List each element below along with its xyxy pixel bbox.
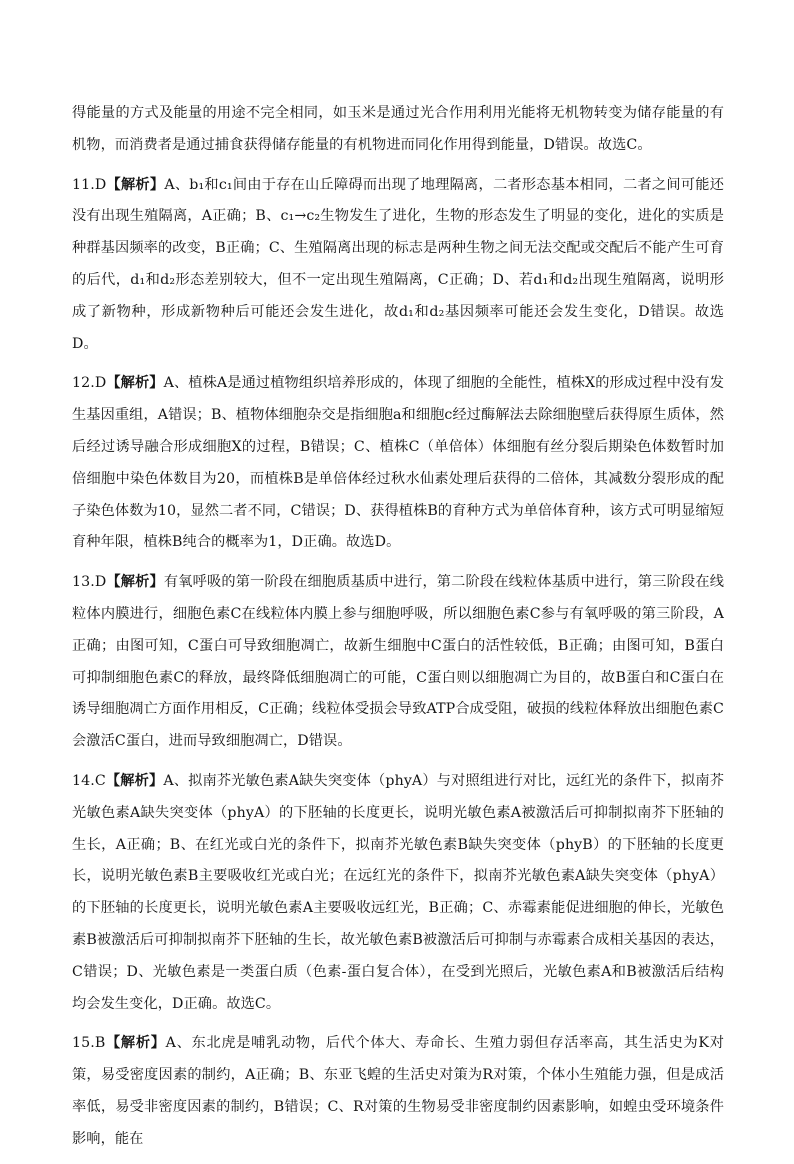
answer-number: 13.D [72,574,107,591]
answer-number: 12.D [72,375,107,392]
analysis-tag: 【解析】 [106,375,164,392]
analysis-tag: 【解析】 [105,772,164,789]
paragraph-text: A、b₁和c₁间由于存在山丘障碍而出现了地理隔离，二者形态基本相同，二者之间可能还没有出现生殖隔离，A正确；B、c₁→c₂生物发生了进化，生物的形态发生了明显的变化，进化的实质是种群基因频率的改变，B正确；C、生殖隔离出现的标志是两种生物之间无法交配或交配后不能产生可育的后代，d₁和d₂形态差别较大，但不一定出现生殖隔离，C正确；D、若d₁和d₂出现生殖隔离，说明形成了新物种，形成新物种后可能还会发生进化，故d₁和d₂基因频率可能还会发生变化，D错误。故选D。 [72,176,724,352]
answer-item-15 [72,1028,724,1155]
answer-document [72,98,724,1164]
paragraph-text: A、拟南芥光敏色素A缺失突变体（phyA）与对照组进行对比，远红光的条件下，拟南芥光敏色素A缺失突变体（phyA）的下胚轴的长度更长，说明光敏色素A被激活后可抑制拟南芥下胚轴的生长，A正确；B、在红光或白光的条件下，拟南芥光敏色素B缺失突变体（phyB）的下胚轴的长度更长，说明光敏色素B主要吸收红光或白光；在远红光的条件下，拟南芥光敏色素A缺失突变体（phyA）的下胚轴的长度更长，说明光敏色素A主要吸收远红光，B正确；C、赤霉素能促进细胞的伸长，光敏色素B被激活后可抑制拟南芥下胚轴的生长，故光敏色素B被激活后可抑制与赤霉素合成相关基因的表达，C错误；D、光敏色素是一类蛋白质（色素-蛋白复合体），在受到光照后，光敏色素A和B被激活后结构均会发生变化，D正确。故选C。 [72,772,725,1012]
paragraph-continuation [72,98,724,162]
paragraph-text: 有氧呼吸的第一阶段在细胞质基质中进行，第二阶段在线粒体基质中进行，第三阶段在线粒体内膜进行，细胞色素C在线粒体内膜上参与细胞呼吸，所以细胞色素C参与有氧呼吸的第三阶段，A正确；由图可知，C蛋白可导致细胞凋亡，故新生细胞中C蛋白的活性较低，B正确；由图可知，B蛋白可抑制细胞色素C的释放，最终降低细胞凋亡的可能，C蛋白则以细胞凋亡为目的，故B蛋白和C蛋白在诱导细胞凋亡方面作用相反，C正确；线粒体受损会导致ATP合成受阻，破损的线粒体释放出细胞色素C会激活C蛋白，进而导致细胞凋亡，D错误。 [72,574,725,750]
paragraph-text: 得能量的方式及能量的用途不完全相同，如玉米是通过光合作用利用光能将无机物转变为储存能量的有机物，而消费者是通过捕食获得储存能量的有机物进而同化作用得到能量，D错误。故选C。 [72,105,724,153]
paragraph-text: A、植株A是通过植物组织培养形成的，体现了细胞的全能性，植株X的形成过程中没有发生基因重组，A错误；B、植物体细胞杂交是指细胞a和细胞c经过酶解法去除细胞壁后获得原生质体，然后经过诱导融合形成细胞X的过程，B错误；C、植株C（单倍体）体细胞有丝分裂后期染色体数暂时加倍细胞中染色体数目为20，而植株B是单倍体经过秋水仙素处理后获得的二倍体，其减数分裂形成的配子染色体数为10，显然二者不同，C错误；D、获得植株B的育种方式为单倍体育种，该方式可明显缩短育种年限，植株B纯合的概率为1，D正确。故选D。 [72,375,724,551]
answer-number: 14.C [72,772,106,789]
analysis-tag: 【解析】 [105,1035,166,1052]
analysis-tag: 【解析】 [106,574,164,591]
answer-number: 15.B [72,1035,106,1052]
answer-item-11 [72,170,724,361]
analysis-tag: 【解析】 [106,176,165,193]
answer-item-13 [72,567,724,758]
answer-item-14 [72,766,724,1020]
answer-item-12 [72,368,724,559]
answer-number: 11.D [72,176,107,193]
paragraph-text: A、东北虎是哺乳动物，后代个体大、寿命长、生殖力弱但存活率高，其生活史为K对策，易受密度因素的制约，A正确；B、东亚飞蝗的生活史对策为R对策，个体小生殖能力强，但是成活率低，易受非密度因素的制约，B错误；C、R对策的生物易受非密度制约因素影响，如蝗虫受环境条件影响，能在 [72,1035,724,1147]
